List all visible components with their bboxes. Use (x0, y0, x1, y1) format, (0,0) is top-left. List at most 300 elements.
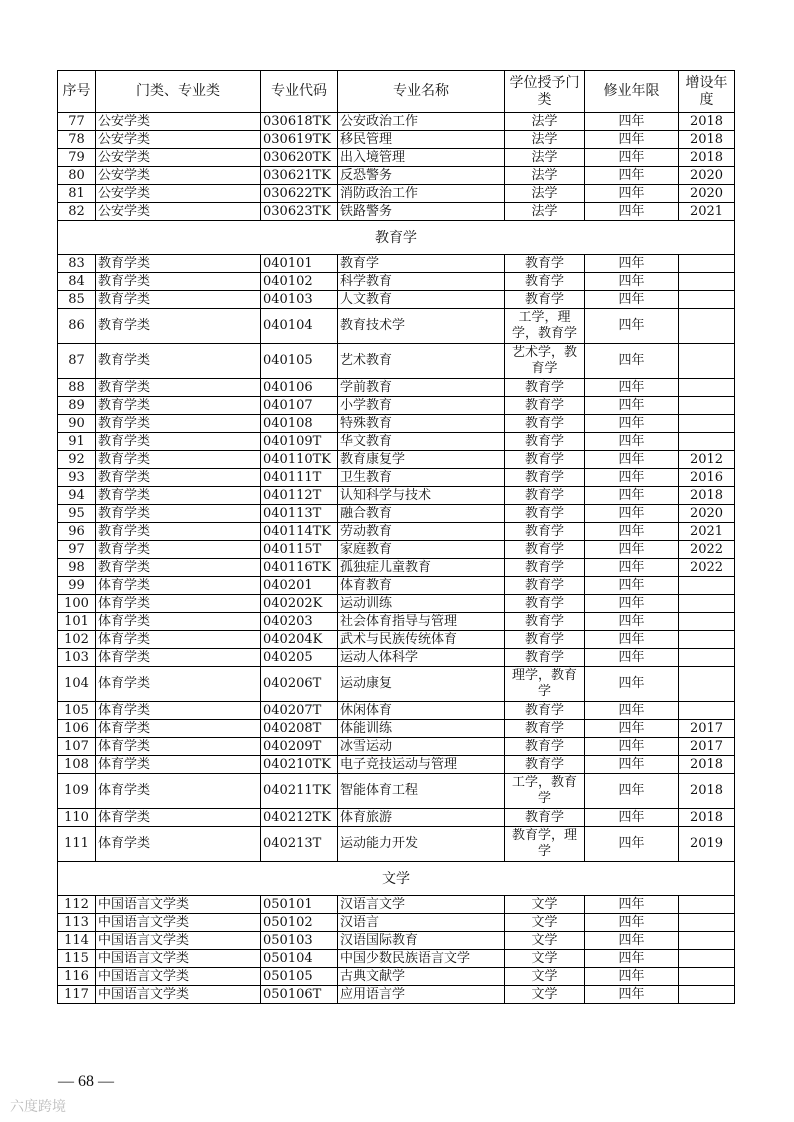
cell-category: 体育学类 (96, 595, 261, 613)
cell-serial: 96 (58, 523, 96, 541)
cell-code: 040104 (261, 309, 338, 344)
cell-years: 四年 (585, 397, 679, 415)
cell-category: 教育学类 (96, 433, 261, 451)
cell-years: 四年 (585, 649, 679, 667)
cell-code: 040103 (261, 291, 338, 309)
cell-code: 030618TK (261, 113, 338, 131)
cell-category: 教育学类 (96, 344, 261, 379)
cell-category: 教育学类 (96, 541, 261, 559)
cell-major-name: 运动能力开发 (338, 827, 505, 862)
cell-years: 四年 (585, 774, 679, 809)
table-body (58, 113, 735, 1004)
table-row (58, 541, 735, 559)
cell-code: 040109T (261, 433, 338, 451)
cell-category: 教育学类 (96, 397, 261, 415)
cell-serial: 83 (58, 255, 96, 273)
table-row (58, 559, 735, 577)
cell-added-year (679, 397, 735, 415)
cell-category: 教育学类 (96, 487, 261, 505)
cell-code: 040105 (261, 344, 338, 379)
cell-serial: 79 (58, 149, 96, 167)
cell-added-year: 2017 (679, 738, 735, 756)
table-row (58, 950, 735, 968)
header-serial: 序号 (58, 71, 96, 113)
cell-serial: 81 (58, 185, 96, 203)
cell-code: 040106 (261, 379, 338, 397)
cell-added-year: 2021 (679, 203, 735, 221)
cell-major-name: 体育教育 (338, 577, 505, 595)
cell-code: 040205 (261, 649, 338, 667)
cell-code: 050105 (261, 968, 338, 986)
cell-category: 教育学类 (96, 469, 261, 487)
cell-years: 四年 (585, 559, 679, 577)
cell-added-year (679, 255, 735, 273)
cell-years: 四年 (585, 309, 679, 344)
table-row (58, 577, 735, 595)
table-row (58, 827, 735, 862)
cell-major-name: 汉语言文学 (338, 896, 505, 914)
cell-added-year (679, 433, 735, 451)
table-row (58, 344, 735, 379)
cell-category: 体育学类 (96, 774, 261, 809)
cell-years: 四年 (585, 613, 679, 631)
cell-degree: 教育学 (505, 738, 585, 756)
cell-serial: 98 (58, 559, 96, 577)
table-header-row (58, 71, 735, 113)
cell-major-name: 汉语国际教育 (338, 932, 505, 950)
cell-major-name: 教育康复学 (338, 451, 505, 469)
table-row (58, 932, 735, 950)
table-row (58, 469, 735, 487)
cell-category: 公安学类 (96, 113, 261, 131)
cell-category: 体育学类 (96, 738, 261, 756)
cell-serial: 115 (58, 950, 96, 968)
cell-degree: 工学，教育学 (505, 774, 585, 809)
table-row (58, 896, 735, 914)
cell-category: 中国语言文学类 (96, 950, 261, 968)
cell-major-name: 劳动教育 (338, 523, 505, 541)
cell-major-name: 铁路警务 (338, 203, 505, 221)
header-name: 专业名称 (338, 71, 505, 113)
table-row (58, 433, 735, 451)
cell-added-year: 2022 (679, 559, 735, 577)
cell-degree: 工学，理学，教育学 (505, 309, 585, 344)
cell-major-name: 运动训练 (338, 595, 505, 613)
cell-category: 中国语言文学类 (96, 914, 261, 932)
cell-added-year: 2018 (679, 809, 735, 827)
cell-major-name: 应用语言学 (338, 986, 505, 1004)
cell-code: 050104 (261, 950, 338, 968)
cell-years: 四年 (585, 950, 679, 968)
header-code: 专业代码 (261, 71, 338, 113)
cell-serial: 84 (58, 273, 96, 291)
cell-added-year (679, 379, 735, 397)
header-degree: 学位授予门类 (505, 71, 585, 113)
cell-added-year: 2018 (679, 113, 735, 131)
cell-degree: 教育学 (505, 379, 585, 397)
cell-serial: 88 (58, 379, 96, 397)
cell-major-name: 孤独症儿童教育 (338, 559, 505, 577)
cell-degree: 教育学 (505, 631, 585, 649)
cell-major-name: 艺术教育 (338, 344, 505, 379)
cell-major-name: 汉语言 (338, 914, 505, 932)
table-row (58, 149, 735, 167)
cell-years: 四年 (585, 291, 679, 309)
cell-major-name: 运动人体科学 (338, 649, 505, 667)
cell-major-name: 教育学 (338, 255, 505, 273)
cell-code: 040212TK (261, 809, 338, 827)
cell-serial: 102 (58, 631, 96, 649)
cell-code: 040101 (261, 255, 338, 273)
cell-degree: 教育学 (505, 595, 585, 613)
cell-added-year (679, 986, 735, 1004)
cell-years: 四年 (585, 469, 679, 487)
cell-category: 教育学类 (96, 451, 261, 469)
cell-degree: 法学 (505, 149, 585, 167)
cell-years: 四年 (585, 415, 679, 433)
cell-added-year (679, 291, 735, 309)
table-row (58, 487, 735, 505)
cell-major-name: 家庭教育 (338, 541, 505, 559)
cell-years: 四年 (585, 968, 679, 986)
cell-years: 四年 (585, 756, 679, 774)
cell-serial: 111 (58, 827, 96, 862)
cell-added-year (679, 595, 735, 613)
cell-serial: 109 (58, 774, 96, 809)
table-row (58, 774, 735, 809)
table-row (58, 809, 735, 827)
cell-degree: 教育学 (505, 433, 585, 451)
cell-serial: 77 (58, 113, 96, 131)
cell-major-name: 反恐警务 (338, 167, 505, 185)
cell-major-name: 消防政治工作 (338, 185, 505, 203)
table-row (58, 505, 735, 523)
table-row (58, 379, 735, 397)
cell-degree: 文学 (505, 950, 585, 968)
cell-years: 四年 (585, 113, 679, 131)
cell-major-name: 公安政治工作 (338, 113, 505, 131)
cell-added-year (679, 631, 735, 649)
cell-degree: 理学，教育学 (505, 667, 585, 702)
cell-code: 040115T (261, 541, 338, 559)
cell-years: 四年 (585, 809, 679, 827)
cell-category: 教育学类 (96, 523, 261, 541)
cell-years: 四年 (585, 914, 679, 932)
cell-degree: 文学 (505, 896, 585, 914)
cell-major-name: 电子竞技运动与管理 (338, 756, 505, 774)
cell-years: 四年 (585, 505, 679, 523)
cell-code: 040116TK (261, 559, 338, 577)
cell-degree: 教育学 (505, 451, 585, 469)
cell-code: 040210TK (261, 756, 338, 774)
cell-years: 四年 (585, 523, 679, 541)
cell-serial: 110 (58, 809, 96, 827)
cell-major-name: 休闲体育 (338, 702, 505, 720)
cell-years: 四年 (585, 986, 679, 1004)
cell-code: 040108 (261, 415, 338, 433)
cell-category: 体育学类 (96, 756, 261, 774)
cell-years: 四年 (585, 203, 679, 221)
cell-category: 公安学类 (96, 185, 261, 203)
cell-years: 四年 (585, 273, 679, 291)
cell-degree: 文学 (505, 968, 585, 986)
header-category: 门类、专业类 (96, 71, 261, 113)
cell-code: 040111T (261, 469, 338, 487)
cell-degree: 教育学 (505, 415, 585, 433)
cell-serial: 112 (58, 896, 96, 914)
cell-major-name: 教育技术学 (338, 309, 505, 344)
cell-major-name: 运动康复 (338, 667, 505, 702)
cell-serial: 82 (58, 203, 96, 221)
cell-serial: 97 (58, 541, 96, 559)
cell-category: 公安学类 (96, 149, 261, 167)
cell-years: 四年 (585, 631, 679, 649)
cell-major-name: 移民管理 (338, 131, 505, 149)
cell-serial: 106 (58, 720, 96, 738)
cell-added-year (679, 309, 735, 344)
cell-category: 体育学类 (96, 827, 261, 862)
cell-code: 050103 (261, 932, 338, 950)
table-row (58, 968, 735, 986)
cell-category: 教育学类 (96, 559, 261, 577)
page-number: — 68 — (58, 1073, 114, 1090)
section-header-row (58, 221, 735, 255)
cell-serial: 93 (58, 469, 96, 487)
cell-years: 四年 (585, 896, 679, 914)
cell-code: 030622TK (261, 185, 338, 203)
cell-category: 教育学类 (96, 273, 261, 291)
cell-degree: 法学 (505, 167, 585, 185)
cell-serial: 105 (58, 702, 96, 720)
cell-added-year (679, 415, 735, 433)
table-row (58, 613, 735, 631)
cell-years: 四年 (585, 577, 679, 595)
table-row (58, 415, 735, 433)
cell-category: 公安学类 (96, 167, 261, 185)
header-added-year: 增设年度 (679, 71, 735, 113)
cell-major-name: 体育旅游 (338, 809, 505, 827)
cell-years: 四年 (585, 344, 679, 379)
cell-degree: 法学 (505, 131, 585, 149)
cell-degree: 教育学 (505, 523, 585, 541)
document-page (57, 70, 734, 1004)
cell-category: 体育学类 (96, 720, 261, 738)
cell-serial: 90 (58, 415, 96, 433)
cell-category: 体育学类 (96, 809, 261, 827)
table-row (58, 291, 735, 309)
cell-degree: 文学 (505, 932, 585, 950)
cell-years: 四年 (585, 131, 679, 149)
cell-serial: 85 (58, 291, 96, 309)
cell-major-name: 特殊教育 (338, 415, 505, 433)
cell-category: 中国语言文学类 (96, 968, 261, 986)
cell-serial: 95 (58, 505, 96, 523)
cell-years: 四年 (585, 185, 679, 203)
cell-added-year (679, 273, 735, 291)
cell-serial: 101 (58, 613, 96, 631)
cell-degree: 教育学 (505, 273, 585, 291)
cell-degree: 艺术学，教育学 (505, 344, 585, 379)
cell-added-year (679, 950, 735, 968)
cell-serial: 78 (58, 131, 96, 149)
cell-added-year (679, 702, 735, 720)
cell-degree: 教育学 (505, 255, 585, 273)
cell-category: 教育学类 (96, 291, 261, 309)
cell-major-name: 体能训练 (338, 720, 505, 738)
cell-code: 040113T (261, 505, 338, 523)
cell-degree: 教育学 (505, 397, 585, 415)
cell-degree: 文学 (505, 914, 585, 932)
cell-code: 040204K (261, 631, 338, 649)
table-row (58, 720, 735, 738)
cell-added-year: 2020 (679, 185, 735, 203)
cell-years: 四年 (585, 702, 679, 720)
table-row (58, 397, 735, 415)
table-row (58, 738, 735, 756)
cell-years: 四年 (585, 149, 679, 167)
cell-added-year: 2018 (679, 149, 735, 167)
cell-degree: 法学 (505, 203, 585, 221)
cell-category: 体育学类 (96, 702, 261, 720)
cell-code: 050102 (261, 914, 338, 932)
cell-code: 050101 (261, 896, 338, 914)
cell-code: 040110TK (261, 451, 338, 469)
section-title: 文学 (58, 862, 735, 896)
table-row (58, 309, 735, 344)
cell-code: 040209T (261, 738, 338, 756)
cell-degree: 教育学 (505, 720, 585, 738)
cell-years: 四年 (585, 932, 679, 950)
cell-added-year (679, 649, 735, 667)
table-row (58, 167, 735, 185)
table-row (58, 273, 735, 291)
table-row (58, 631, 735, 649)
cell-years: 四年 (585, 167, 679, 185)
cell-major-name: 出入境管理 (338, 149, 505, 167)
cell-years: 四年 (585, 667, 679, 702)
cell-serial: 117 (58, 986, 96, 1004)
cell-years: 四年 (585, 451, 679, 469)
cell-category: 教育学类 (96, 255, 261, 273)
cell-major-name: 认知科学与技术 (338, 487, 505, 505)
cell-code: 050106T (261, 986, 338, 1004)
cell-code: 040202K (261, 595, 338, 613)
cell-code: 040114TK (261, 523, 338, 541)
cell-degree: 教育学 (505, 291, 585, 309)
cell-code: 040206T (261, 667, 338, 702)
table-row (58, 113, 735, 131)
cell-category: 体育学类 (96, 613, 261, 631)
cell-serial: 99 (58, 577, 96, 595)
cell-degree: 教育学 (505, 541, 585, 559)
cell-years: 四年 (585, 255, 679, 273)
table-row (58, 702, 735, 720)
cell-code: 040211TK (261, 774, 338, 809)
cell-major-name: 古典文献学 (338, 968, 505, 986)
cell-added-year (679, 896, 735, 914)
cell-major-name: 华文教育 (338, 433, 505, 451)
cell-major-name: 卫生教育 (338, 469, 505, 487)
cell-degree: 法学 (505, 113, 585, 131)
table-row (58, 667, 735, 702)
cell-added-year: 2018 (679, 131, 735, 149)
cell-added-year: 2018 (679, 756, 735, 774)
cell-added-year: 2020 (679, 167, 735, 185)
cell-category: 体育学类 (96, 667, 261, 702)
cell-category: 体育学类 (96, 631, 261, 649)
cell-serial: 87 (58, 344, 96, 379)
cell-serial: 113 (58, 914, 96, 932)
cell-code: 030623TK (261, 203, 338, 221)
cell-category: 公安学类 (96, 203, 261, 221)
cell-degree: 教育学 (505, 559, 585, 577)
cell-category: 中国语言文学类 (96, 932, 261, 950)
cell-added-year (679, 613, 735, 631)
cell-serial: 104 (58, 667, 96, 702)
cell-degree: 教育学 (505, 577, 585, 595)
cell-degree: 教育学 (505, 613, 585, 631)
cell-degree: 教育学 (505, 649, 585, 667)
cell-major-name: 融合教育 (338, 505, 505, 523)
table-row (58, 914, 735, 932)
cell-serial: 116 (58, 968, 96, 986)
cell-category: 教育学类 (96, 309, 261, 344)
cell-added-year: 2018 (679, 487, 735, 505)
cell-added-year (679, 968, 735, 986)
cell-added-year: 2022 (679, 541, 735, 559)
table-row (58, 255, 735, 273)
cell-degree: 教育学 (505, 487, 585, 505)
cell-major-name: 科学教育 (338, 273, 505, 291)
cell-code: 040203 (261, 613, 338, 631)
cell-serial: 80 (58, 167, 96, 185)
cell-category: 教育学类 (96, 379, 261, 397)
cell-category: 公安学类 (96, 131, 261, 149)
cell-degree: 教育学，理学 (505, 827, 585, 862)
cell-serial: 86 (58, 309, 96, 344)
cell-serial: 91 (58, 433, 96, 451)
cell-added-year (679, 932, 735, 950)
cell-serial: 100 (58, 595, 96, 613)
cell-major-name: 社会体育指导与管理 (338, 613, 505, 631)
cell-code: 040102 (261, 273, 338, 291)
cell-degree: 文学 (505, 986, 585, 1004)
cell-added-year: 2012 (679, 451, 735, 469)
cell-major-name: 中国少数民族语言文学 (338, 950, 505, 968)
section-title: 教育学 (58, 221, 735, 255)
cell-serial: 89 (58, 397, 96, 415)
cell-code: 030619TK (261, 131, 338, 149)
cell-code: 040112T (261, 487, 338, 505)
cell-code: 040107 (261, 397, 338, 415)
cell-category: 体育学类 (96, 649, 261, 667)
cell-code: 040213T (261, 827, 338, 862)
cell-category: 体育学类 (96, 577, 261, 595)
cell-category: 教育学类 (96, 415, 261, 433)
cell-added-year: 2020 (679, 505, 735, 523)
cell-added-year (679, 577, 735, 595)
cell-years: 四年 (585, 720, 679, 738)
cell-serial: 108 (58, 756, 96, 774)
cell-degree: 教育学 (505, 702, 585, 720)
cell-added-year: 2017 (679, 720, 735, 738)
cell-code: 030621TK (261, 167, 338, 185)
cell-serial: 92 (58, 451, 96, 469)
header-years: 修业年限 (585, 71, 679, 113)
cell-added-year (679, 344, 735, 379)
major-catalog-table (57, 70, 735, 1004)
cell-major-name: 智能体育工程 (338, 774, 505, 809)
